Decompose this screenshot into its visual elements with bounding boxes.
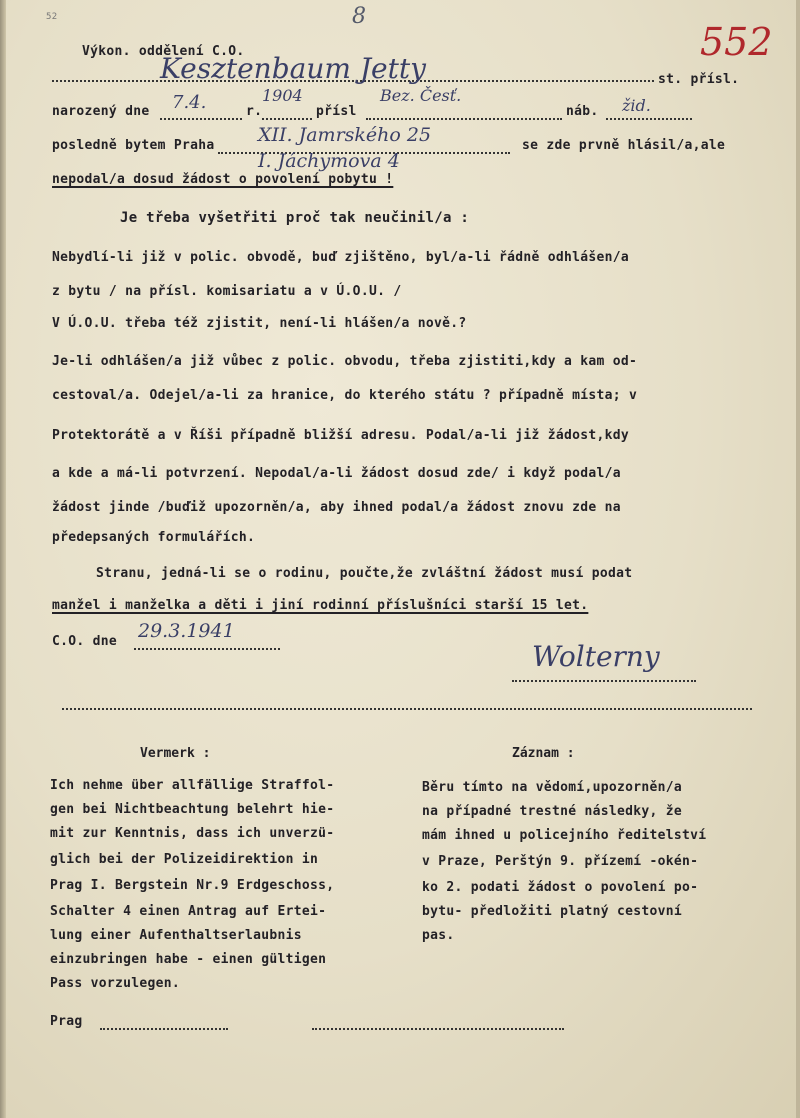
first-registered-text: se zde prvně hlásil/a,ale [522, 138, 726, 153]
co-date-dots [134, 648, 280, 650]
prag-signature-dots [312, 1028, 564, 1030]
p2-line5: žádost jinde /buďiž upozorněn/a, aby ihned podal/a žádost znovu zde na [52, 500, 621, 515]
p2-line6: předepsaných formulářích. [52, 530, 256, 545]
p1-line1: Nebydlí-li již v polic. obvodě, buď zjištěno, byl/a-li řádně odhlášen/a [52, 250, 629, 265]
zaznam-line: v Praze, Perštýn 9. přízemí -okén- [422, 854, 699, 869]
p3-line1: Stranu, jedná-li se o rodinu, poučte,že zvláštní žádost musí podat [96, 566, 633, 581]
zaznam-title: Záznam : [512, 746, 575, 761]
stamp-number: 552 [700, 20, 773, 64]
address1-hw: XII. Jamrského 25 [258, 124, 432, 146]
officer-signature: Wolterny [532, 640, 660, 673]
affiliation-hw: Bez. Česť. [380, 86, 462, 105]
zaznam-line: ko 2. podati žádost o povolení po- [422, 880, 699, 895]
vermerk-line: Prag I. Bergstein Nr.9 Erdgeschoss, [50, 878, 335, 893]
zaznam-line: Běru tímto na vědomí,upozorněn/a [422, 780, 683, 795]
zaznam-line: na případné trestné následky, že [422, 804, 683, 819]
affiliation-label: přísl [316, 104, 357, 119]
p2-line3: Protektorátě a v Říši případně bližší adresu. Podal/a-li již žádost,kdy [52, 428, 629, 443]
religion-dots [606, 118, 692, 120]
born-label: narozený dne [52, 104, 150, 119]
last-residence-label: posledně bytem Praha [52, 138, 215, 153]
affiliation-dots [366, 118, 562, 120]
co-date-hw: 29.3.1941 [138, 620, 235, 642]
religion-hw: žid. [622, 96, 651, 115]
p2-line2: cestoval/a. Odejel/a-li za hranice, do kterého státu ? případně místa; v [52, 388, 638, 403]
year-dots [262, 118, 312, 120]
year-label: r. [246, 104, 263, 119]
no-request-line: nepodal/a dosud žádost o povolení pobytu ! [52, 172, 394, 187]
vermerk-line: mit zur Kenntnis, dass ich unverzü- [50, 826, 335, 841]
separator-dots [62, 708, 752, 710]
p3-line2: manžel i manželka a děti i jiní rodinní příslušníci starší 15 let. [52, 598, 589, 613]
vermerk-line: glich bei der Polizeidirektion in [50, 852, 319, 867]
prag-label: Prag [50, 1014, 83, 1029]
zaznam-line: bytu- předložiti platný cestovní [422, 904, 683, 919]
date-dots [160, 118, 242, 120]
p2-line1: Je-li odhlášen/a již vůbec z polic. obvodu, třeba zjistiti,kdy a kam od- [52, 354, 638, 369]
vermerk-line: Schalter 4 einen Antrag auf Ertei- [50, 904, 327, 919]
co-date-label: C.O. dne [52, 634, 118, 649]
birth-year-hw: 1904 [262, 86, 303, 105]
small-page-number: 52 [46, 12, 58, 22]
p1-line2: z bytu / na přísl. komisariatu a v Ú.O.U. / [52, 284, 402, 299]
zaznam-line: pas. [422, 928, 455, 943]
signature-dots [512, 680, 696, 682]
zaznam-line: mám ihned u policejního ředitelství [422, 828, 707, 843]
vermerk-line: gen bei Nichtbeachtung belehrt hie- [50, 802, 335, 817]
name-handwritten: Kesztenbaum Jetty [160, 52, 426, 85]
circled-mark: 8 [352, 4, 366, 29]
p1-line3: V Ú.O.U. třeba též zjistit, není-li hlášen/a nově.? [52, 316, 467, 331]
p2-line4: a kde a má-li potvrzení. Nepodal/a-li žádost dosud zde/ i když podal/a [52, 466, 621, 481]
birth-date-hw: 7.4. [172, 92, 207, 113]
vermerk-line: lung einer Aufenthaltserlaubnis [50, 928, 302, 943]
department-title: Výkon. oddělení C.O. [82, 44, 245, 59]
vermerk-line: Pass vorzulegen. [50, 976, 181, 991]
citizenship-label: st. přísl. [658, 72, 740, 87]
page-edge-left [0, 0, 6, 1118]
prag-date-dots [100, 1028, 228, 1030]
investigate-heading: Je třeba vyšetřiti proč tak neučinil/a : [120, 210, 470, 226]
address2-hw: I. Jáchymova 4 [258, 150, 400, 172]
vermerk-line: einzubringen habe - einen gültigen [50, 952, 327, 967]
vermerk-title: Vermerk : [140, 746, 211, 761]
vermerk-line: Ich nehme über allfällige Straffol- [50, 778, 335, 793]
religion-label: náb. [566, 104, 599, 119]
page-edge-right [796, 0, 800, 1118]
